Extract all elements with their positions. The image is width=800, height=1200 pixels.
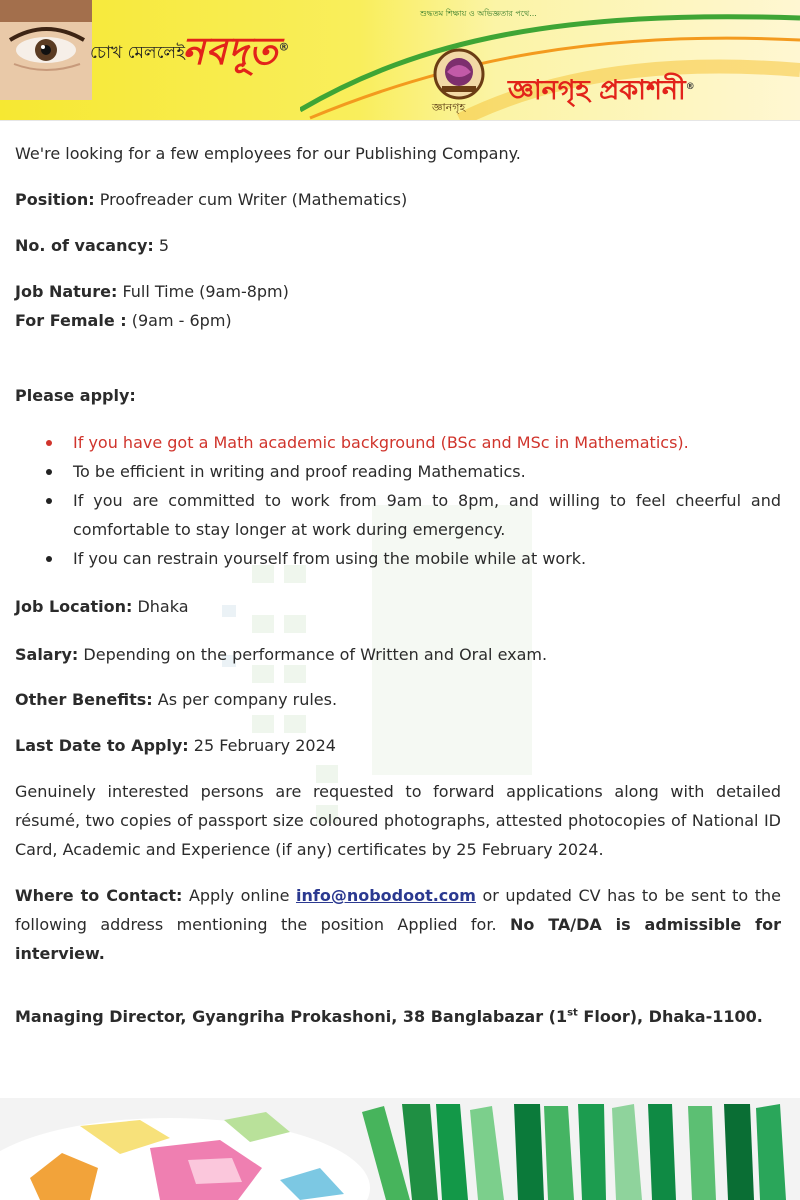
benefits-row [15, 685, 337, 714]
apply-heading: Please apply: [15, 386, 136, 405]
list-item [15, 457, 781, 486]
bullet-icon [46, 556, 52, 562]
bullet-icon [46, 440, 52, 446]
benefits-label: Other Benefits: [15, 690, 153, 709]
footer-banner [0, 1098, 800, 1200]
deadline-value: 25 February 2024 [193, 736, 336, 755]
contact-label: Where to Contact: [15, 886, 183, 905]
list-item-text: If you are committed to work from 9am to 8pm, and willing to feel cheerful and comfortable to stay longer at work during emergency. [73, 491, 781, 539]
emblem-label: জ্ঞানগৃহ [432, 101, 466, 114]
position-value: Proofreader cum Writer (Mathematics) [99, 190, 408, 209]
bullet-icon [46, 498, 52, 504]
deadline-label: Last Date to Apply: [15, 736, 189, 755]
list-item [15, 544, 781, 573]
address-superscript: st [567, 1007, 578, 1019]
brand-name: নবদূত [182, 29, 279, 73]
requirements-list [15, 428, 781, 573]
list-item-text: If you can restrain yourself from using the mobile while at work. [73, 549, 587, 568]
vacancy-row [15, 231, 169, 260]
publisher-name: জ্ঞানগৃহ প্রকাশনী [508, 75, 686, 106]
salary-label: Salary: [15, 645, 79, 664]
address-main: Managing Director, Gyangriha Prokashoni, 38 Banglabazar (1 [15, 1007, 568, 1026]
list-item [15, 486, 781, 544]
publisher-emblem-icon [428, 48, 490, 100]
publisher-registered-mark: ® [685, 82, 695, 92]
registered-mark: ® [278, 40, 291, 54]
ta-da-note: No TA/DA is admissible for interview. [15, 915, 781, 963]
list-item [15, 428, 781, 457]
decorative-gems-and-books [0, 1098, 800, 1200]
deadline-row [15, 731, 336, 760]
contact-paragraph [15, 881, 781, 968]
address-end: Floor), Dhaka-1100. [577, 1007, 763, 1026]
location-label: Job Location: [15, 597, 133, 616]
header-slogan: শুদ্ধতম শিক্ষায় ও অভিজ্ঞতার পথে... [420, 9, 537, 18]
header-tagline: চোখ মেললেই [90, 43, 185, 63]
contact-suffix: or updated CV has to be sent to the following address mentioning the position Applied for. [15, 886, 781, 934]
nobodoot-logo [182, 22, 290, 86]
position-row [15, 185, 407, 214]
mailing-address [15, 1002, 763, 1031]
benefits-value: As per company rules. [157, 690, 338, 709]
female-hours-value: (9am - 6pm) [131, 311, 232, 330]
salary-value: Depending on the performance of Written and Oral exam. [83, 645, 548, 664]
vacancy-label: No. of vacancy: [15, 236, 154, 255]
job-nature-value: Full Time (9am-8pm) [122, 282, 289, 301]
eye-photo-icon [0, 0, 92, 100]
email-link[interactable]: info@nobodoot.com [295, 886, 476, 905]
female-hours-label: For Female : [15, 311, 127, 330]
position-label: Position: [15, 190, 95, 209]
job-nature-row [15, 277, 289, 306]
contact-prefix: Apply online [188, 886, 290, 905]
vacancy-value: 5 [158, 236, 170, 255]
job-nature-label: Job Nature: [15, 282, 118, 301]
list-item-text: To be efficient in writing and proof reading Mathematics. [73, 462, 526, 481]
publisher-logo [508, 70, 695, 115]
location-value: Dhaka [137, 597, 189, 616]
header-divider [0, 120, 800, 121]
salary-row [15, 640, 547, 669]
header-banner [0, 0, 800, 120]
location-row [15, 592, 189, 621]
female-hours-row [15, 306, 232, 335]
list-item-text: If you have got a Math academic background (BSc and MSc in Mathematics). [73, 433, 689, 452]
bullet-icon [46, 469, 52, 475]
intro-text: We're looking for a few employees for our Publishing Company. [15, 144, 521, 163]
application-instructions: Genuinely interested persons are requested to forward applications along with detailed résumé, two copies of passport size coloured photographs, attested photocopies of National ID Card, Academic and Experience (if any) certificates by 25 February 2024. [15, 782, 781, 859]
